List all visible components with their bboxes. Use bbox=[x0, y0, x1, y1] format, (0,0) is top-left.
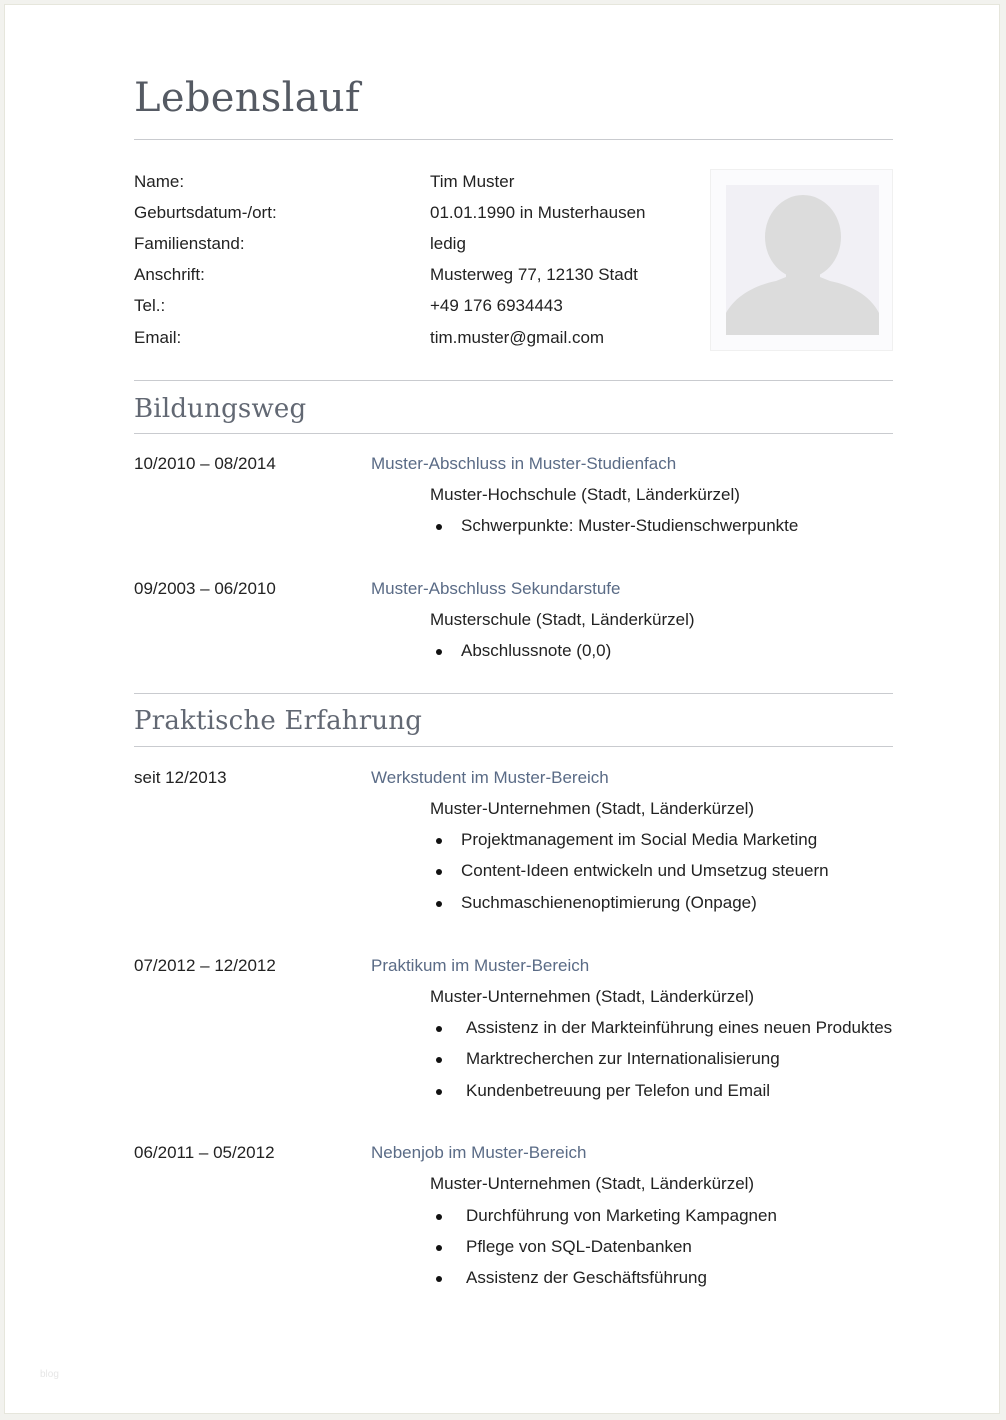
cv-page bbox=[4, 4, 1000, 1414]
bullet-icon bbox=[436, 1245, 442, 1251]
bullet-icon bbox=[436, 1026, 442, 1032]
entry-date: 10/2010 – 08/2014 bbox=[134, 454, 276, 473]
personal-value-address: Musterweg 77, 12130 Stadt bbox=[430, 265, 638, 284]
entry-bullet: Assistenz in der Markteinführung eines neuen Produktes bbox=[466, 1018, 893, 1037]
profile-photo-frame bbox=[710, 169, 893, 351]
entry-role: Muster-Abschluss Sekundarstufe bbox=[371, 579, 621, 598]
title-divider bbox=[134, 139, 893, 140]
entry-institution: Muster-Unternehmen (Stadt, Länderkürzel) bbox=[430, 987, 755, 1006]
personal-label-birth: Geburtsdatum-/ort: bbox=[134, 203, 277, 222]
entry-bullet: Abschlussnote (0,0) bbox=[461, 641, 612, 660]
entry-date: 07/2012 – 12/2012 bbox=[134, 956, 276, 975]
section-title-education: Bildungsweg bbox=[134, 394, 307, 424]
personal-label-status: Familienstand: bbox=[134, 234, 245, 253]
bullet-icon bbox=[436, 649, 442, 655]
bullet-icon bbox=[436, 1276, 442, 1282]
entry-role: Praktikum im Muster-Bereich bbox=[371, 956, 590, 975]
bullet-icon bbox=[436, 1089, 442, 1095]
entry-role: Werkstudent im Muster-Bereich bbox=[371, 768, 609, 787]
section-divider-education bbox=[134, 433, 893, 434]
entry-institution: Muster-Unternehmen (Stadt, Länderkürzel) bbox=[430, 799, 755, 818]
bullet-icon bbox=[436, 524, 442, 530]
bullet-icon bbox=[436, 901, 442, 907]
entry-bullet: Kundenbetreuung per Telefon und Email bbox=[466, 1081, 771, 1100]
entry-date: seit 12/2013 bbox=[134, 768, 227, 787]
bullet-icon bbox=[436, 838, 442, 844]
entry-bullet: Marktrecherchen zur Internationalisierung bbox=[466, 1049, 780, 1068]
entry-bullet: Content-Ideen entwickeln und Umsetzug steuern bbox=[461, 861, 829, 880]
entry-bullet: Assistenz der Geschäftsführung bbox=[466, 1268, 707, 1287]
entry-date: 06/2011 – 05/2012 bbox=[134, 1143, 275, 1162]
entry-bullet: Projektmanagement im Social Media Marketing bbox=[461, 830, 818, 849]
bullet-icon bbox=[436, 869, 442, 875]
person-silhouette-icon bbox=[726, 185, 879, 335]
entry-date: 09/2003 – 06/2010 bbox=[134, 579, 276, 598]
personal-value-birth: 01.01.1990 in Musterhausen bbox=[430, 203, 646, 222]
entry-bullet: Suchmaschienenoptimierung (Onpage) bbox=[461, 893, 757, 912]
entry-bullet: Schwerpunkte: Muster-Studienschwerpunkte bbox=[461, 516, 799, 535]
personal-value-email: tim.muster@gmail.com bbox=[430, 328, 605, 347]
section-divider-experience bbox=[134, 746, 893, 747]
document-title: Lebenslauf bbox=[134, 75, 361, 121]
personal-value-name: Tim Muster bbox=[430, 172, 515, 191]
entry-institution: Muster-Unternehmen (Stadt, Länderkürzel) bbox=[430, 1174, 755, 1193]
bullet-icon bbox=[436, 1214, 442, 1220]
entry-bullet: Pflege von SQL-Datenbanken bbox=[466, 1237, 692, 1256]
personal-label-name: Name: bbox=[134, 172, 185, 191]
personal-label-phone: Tel.: bbox=[134, 296, 166, 315]
section-title-experience: Praktische Erfahrung bbox=[134, 706, 423, 736]
avatar bbox=[726, 185, 879, 335]
entry-institution: Musterschule (Stadt, Länderkürzel) bbox=[430, 610, 695, 629]
entry-role: Muster-Abschluss in Muster-Studienfach bbox=[371, 454, 677, 473]
personal-value-phone: +49 176 6934443 bbox=[430, 296, 563, 315]
bullet-icon bbox=[436, 1057, 442, 1063]
section-divider-top-experience bbox=[134, 693, 893, 694]
watermark: blog bbox=[40, 1369, 59, 1380]
section-divider-top-education bbox=[134, 380, 893, 381]
entry-bullet: Durchführung von Marketing Kampagnen bbox=[466, 1206, 777, 1225]
entry-institution: Muster-Hochschule (Stadt, Länderkürzel) bbox=[430, 485, 740, 504]
personal-value-status: ledig bbox=[430, 234, 466, 253]
personal-label-email: Email: bbox=[134, 328, 182, 347]
personal-label-address: Anschrift: bbox=[134, 265, 205, 284]
entry-role: Nebenjob im Muster-Bereich bbox=[371, 1143, 587, 1162]
